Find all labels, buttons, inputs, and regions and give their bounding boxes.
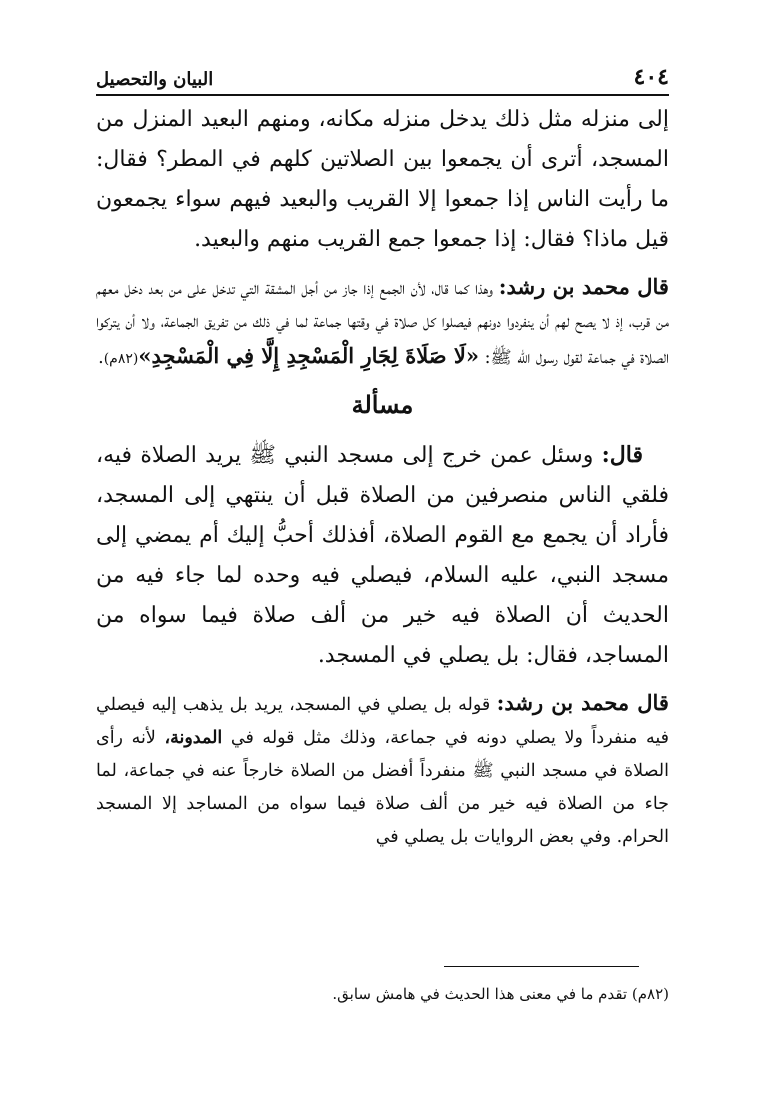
paragraph-4 [96,686,669,854]
footnote [96,982,669,1006]
paragraph-3-text: وسئل عمن خرج إلى مسجد النبي ﷺ يريد الصلاة فيه، فلقي الناس منصرفين من الصلاة قبل أن ينتهي إلى المسجد، فأراد أن يجمع مع القوم الصلاة، أفذلك أحبُّ إليك أم يمضي إلى مسجد النبي، عليه السلام، فيصلي فيه وحده لما جاء فيه من الحديث أن الصلاة فيه خير من ألف صلاة فيما سواه من المساجد، فقال: بل يصلي في المسجد. [96,443,669,668]
section-heading: مسألة [351,390,414,419]
question-lead: قال: [601,442,643,468]
hadith-quote: «لَا صَلَاةَ لِجَارِ الْمَسْجِدِ إِلَّا فِي الْمَسْجِدِ» [138,343,480,368]
paragraph-1-text: إلى منزله مثل ذلك يدخل منزله مكانه، ومنهم البعيد المنزل من المسجد، أترى أن يجمعوا بين الصلاتين كلهم في المطر؟ فقال: ما رأيت الناس إذا جمعوا إلا القريب والبعيد فيهم سواء يجمعون قيل ماذا؟ فقال: إذا جمعوا جمع القريب منهم والبعيد. [96,107,669,252]
running-header [96,58,669,96]
paragraph-4-text-b: لأنه رأى الصلاة في مسجد النبي ﷺ منفرداً أفضل من الصلاة خارجاً عنه في جماعة، لما جاء من الصلاة فيه خير من ألف صلاة فيما سواه من المساجد إلا المسجد الحرام. وفي بعض الروايات بل يصلي في [96,728,669,847]
commentary-lead: قال محمد بن رشد: [498,274,669,299]
page-number: ٤٠٤ [633,64,669,90]
paragraph-3 [96,435,669,676]
footnote-text: تقدم ما في معنى هذا الحديث في هامش سابق. [332,985,628,1003]
paragraph-2-text: وهذا كما قال، لأن الجمع إذا جاز من أجل المشقة التي تدخل على من بعد دخل معهم من قرب، إذ لا يصح لهم أن ينفردوا دونهم فيصلوا كل صلاة في وقتها جماعة لما في ذلك من تفريق الجماعة، ولا أن يتركوا الصلاة في جماعة لقول رسول الله ﷺ: [96,279,669,368]
main-text [96,100,669,862]
book-title: البيان والتحصيل [96,69,214,90]
paragraph-2 [96,270,669,376]
footnote-marker: (٨٢م) [631,985,669,1003]
footnote-separator [444,966,639,967]
commentary-lead-2: قال محمد بن رشد: [496,690,669,715]
mudawwana-reference: المدونة، [164,728,223,748]
paragraph-2-end: . [98,348,104,368]
paragraph-4-text-a: قوله بل يصلي في المسجد، يريد بل يذهب إليه فيصلي فيه منفرداً ولا يصلي دونه في جماعة، وذلك مثل قوله في [96,695,669,748]
paragraph-1 [96,100,669,260]
footnote-reference: (٨٢م) [103,351,139,367]
